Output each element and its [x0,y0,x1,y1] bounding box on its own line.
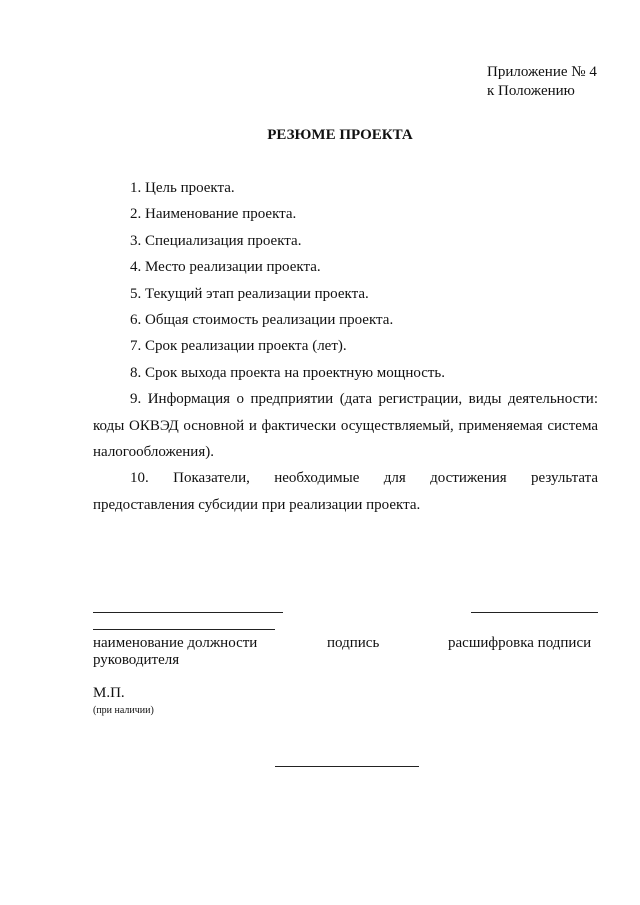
page-title: РЕЗЮМЕ ПРОЕКТА [267,127,413,143]
bottom-divider [275,766,419,767]
position-signature-line [93,612,283,613]
list-item-line: коды ОКВЭД основной и фактически осуществляемый, применяемая система [93,417,598,434]
list-item-line: 1. Цель проекта. [130,180,235,196]
list-item-1 [93,175,598,201]
list-item-5 [93,281,598,307]
list-item-line: 3. Специализация проекта. [130,232,302,249]
list-item-8 [93,360,598,386]
list-item-line: предоставления субсидии при реализации проекта. [93,496,421,513]
list-item-line: 9. Информация о предприятии (дата регистрации, виды деятельности: [130,391,598,408]
decoding-signature-line [471,612,598,613]
stamp-label: М.П. [93,685,125,701]
list-item-line: 4. Место реализации проекта. [130,259,321,276]
stamp-note: (при наличии) [93,705,154,716]
list-item-7 [93,333,598,359]
project-summary-list [93,175,598,518]
list-item-3 [93,228,598,254]
appendix-number: Приложение № 4 [487,64,597,80]
position-label: наименование должности [93,635,258,651]
signature-decoding-label: расшифровка подписи [448,635,592,651]
appendix-header [487,63,597,101]
list-item-4 [93,254,598,280]
list-item-line: 6. Общая стоимость реализации проекта. [130,312,394,329]
list-item-9 [93,386,598,465]
list-item-6 [93,307,598,333]
list-item-line: 5. Текущий этап реализации проекта. [130,285,369,302]
list-item-line: 10. Показатели, необходимые для достижения результата [130,470,598,487]
list-item-10 [93,465,598,518]
list-item-2 [93,201,598,227]
list-item-line: 7. Срок реализации проекта (лет). [130,338,347,355]
list-item-line: налогообложения). [93,444,214,461]
appendix-reference: к Положению [487,83,575,99]
signature-label: подпись [327,635,380,651]
position-label-continued: руководителя [93,652,180,668]
position-underline [93,629,275,630]
list-item-line: 2. Наименование проекта. [130,206,297,223]
list-item-line: 8. Срок выхода проекта на проектную мощность. [130,364,446,381]
